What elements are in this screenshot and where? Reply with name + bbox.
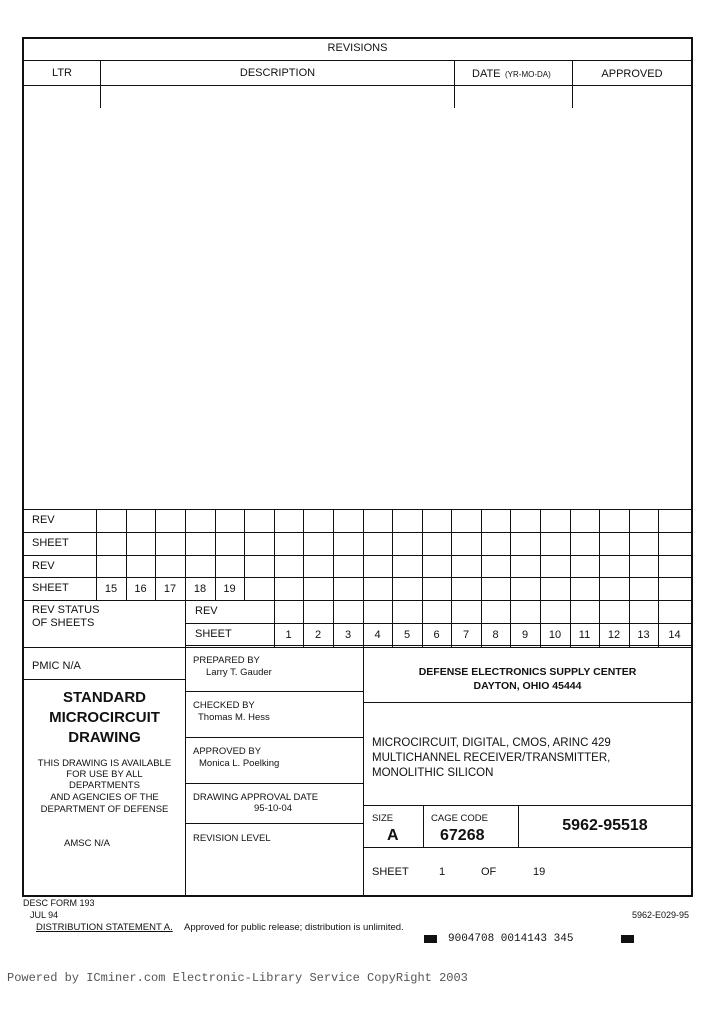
rev-row-label-1: REV [32,514,55,526]
lower-sheet-number: 3 [344,629,352,641]
availability-4: AND AGENCIES OF THE [50,792,159,803]
lower-sheet-number: 13 [637,629,650,641]
revisions-title: REVISIONS [327,42,388,54]
size-label: SIZE [372,813,394,824]
prepared-name: Larry T. Gauder [206,667,272,678]
grid-rule [658,509,659,600]
form-number: DESC FORM 193 [23,898,95,908]
of-sheets-label: OF SHEETS [32,617,95,629]
grid-rule [422,509,423,600]
rule [364,702,691,703]
rule [186,783,363,784]
approved-label: APPROVED BY [193,746,262,757]
standard-line-3: DRAWING [68,729,141,746]
grid-rule [481,509,482,600]
grid-rule [303,509,304,600]
upper-sheet-number: 15 [104,583,118,595]
grid-rule [244,509,245,600]
size-value: A [387,827,399,844]
date-header: DATE [472,68,501,80]
grid-rule [510,509,511,600]
distribution-label: DISTRIBUTION STATEMENT A. [36,922,173,933]
watermark: Powered by ICminer.com Electronic-Library Service CopyRight 2003 [7,971,468,985]
rule [24,647,691,648]
availability-5: DEPARTMENT OF DEFENSE [40,804,169,815]
reference-number: 5962-E029-95 [632,910,690,920]
approved-name: Monica L. Poelking [199,758,280,769]
grid-rule [24,555,691,556]
date-format: (YR-MO-DA) [505,70,551,79]
grid-rule [333,509,334,600]
grid-rule [186,645,691,646]
sheet-row-label-1: SHEET [32,537,69,549]
sheet-row-label-3: SHEET [195,628,232,640]
ltr-header: LTR [52,67,72,79]
rev-status-label: REV STATUS [32,604,100,616]
lower-sheet-number: 7 [462,629,470,641]
barcode-block-left [424,935,437,943]
title-line-2: MULTICHANNEL RECEIVER/TRANSMITTER, [372,752,611,764]
grid-rule [274,509,275,600]
form-date: JUL 94 [30,910,59,920]
lower-sheet-number: 4 [374,629,381,641]
agency-line-2: DAYTON, OHIO 45444 [473,680,582,692]
upper-sheet-number: 18 [193,583,207,595]
rule [24,679,185,680]
rule [186,691,363,692]
grid-rule [24,532,691,533]
checked-label: CHECKED BY [193,700,255,711]
sheet-current: 1 [439,866,446,878]
approval-date-value: 95-10-04 [254,803,293,814]
lower-sheet-number: 6 [433,629,440,641]
title-line-1: MICROCIRCUIT, DIGITAL, CMOS, ARINC 429 [372,737,611,749]
rule [572,60,573,108]
lower-sheet-number: 10 [548,629,562,641]
grid-rule [629,509,630,600]
rule [186,737,363,738]
grid-rule [451,509,452,600]
sheet-of-label: OF [481,866,497,878]
cage-value: 67268 [440,827,485,844]
agency-line-1: DEFENSE ELECTRONICS SUPPLY CENTER [418,666,637,678]
checked-name: Thomas M. Hess [198,712,270,723]
sheet-total: 19 [533,866,546,878]
rule [24,60,691,61]
grid-rule [540,509,541,600]
rev-row-label-2: REV [32,560,55,572]
grid-rule [186,623,691,624]
frame-right [691,37,693,897]
rule [364,805,691,806]
grid-rule [363,509,364,600]
availability-2: FOR USE BY ALL [66,769,143,780]
grid-rule [392,509,393,600]
rev-row-label-3: REV [195,605,218,617]
lower-sheet-number: 8 [492,629,499,641]
sheet-label: SHEET [372,866,409,878]
grid-rule [599,509,600,600]
upper-sheet-number: 19 [223,583,236,595]
grid-rule [24,600,691,601]
amsc: AMSC N/A [64,838,110,849]
frame-bottom [22,895,693,897]
distribution-text: Approved for public release; distribution is unlimited. [184,922,404,933]
drawing-number: 5962-95518 [562,817,648,834]
lower-sheet-number: 2 [314,629,322,641]
lower-sheet-number: 1 [285,629,292,641]
rule [185,648,186,896]
sheet-row-label-2: SHEET [32,582,69,594]
grid-rule [24,509,691,510]
rule [186,823,363,824]
barcode-block-right [621,935,634,943]
lower-sheet-number: 11 [578,629,591,641]
barcode-text: 9004708 0014143 345 [448,933,574,945]
rule [454,60,455,108]
grid-rule [570,509,571,600]
availability-1: THIS DRAWING IS AVAILABLE [37,758,172,769]
upper-sheet-number: 17 [163,583,177,595]
pmic: PMIC N/A [32,660,81,672]
grid-rule [185,600,186,647]
standard-line-2: MICROCIRCUIT [49,709,160,726]
standard-line-1: STANDARD [62,689,147,706]
upper-sheet-number: 16 [134,583,147,595]
title-line-3: MONOLITHIC SILICON [372,767,494,779]
rule [423,806,424,847]
cage-label: CAGE CODE [431,813,489,824]
rule [364,847,691,848]
approved-header: APPROVED [601,68,663,80]
revision-level-label: REVISION LEVEL [193,833,271,844]
lower-sheet-number: 9 [521,629,529,641]
approval-date-label: DRAWING APPROVAL DATE [193,792,319,803]
frame-top [23,37,693,39]
lower-sheet-number: 14 [668,629,681,641]
lower-sheet-number: 12 [607,629,621,641]
lower-sheet-number: 5 [403,629,411,641]
availability-3: DEPARTMENTS [69,780,140,791]
description-header: DESCRIPTION [239,67,316,79]
rule [24,85,691,86]
grid-rule [24,577,691,578]
prepared-label: PREPARED BY [193,655,260,666]
